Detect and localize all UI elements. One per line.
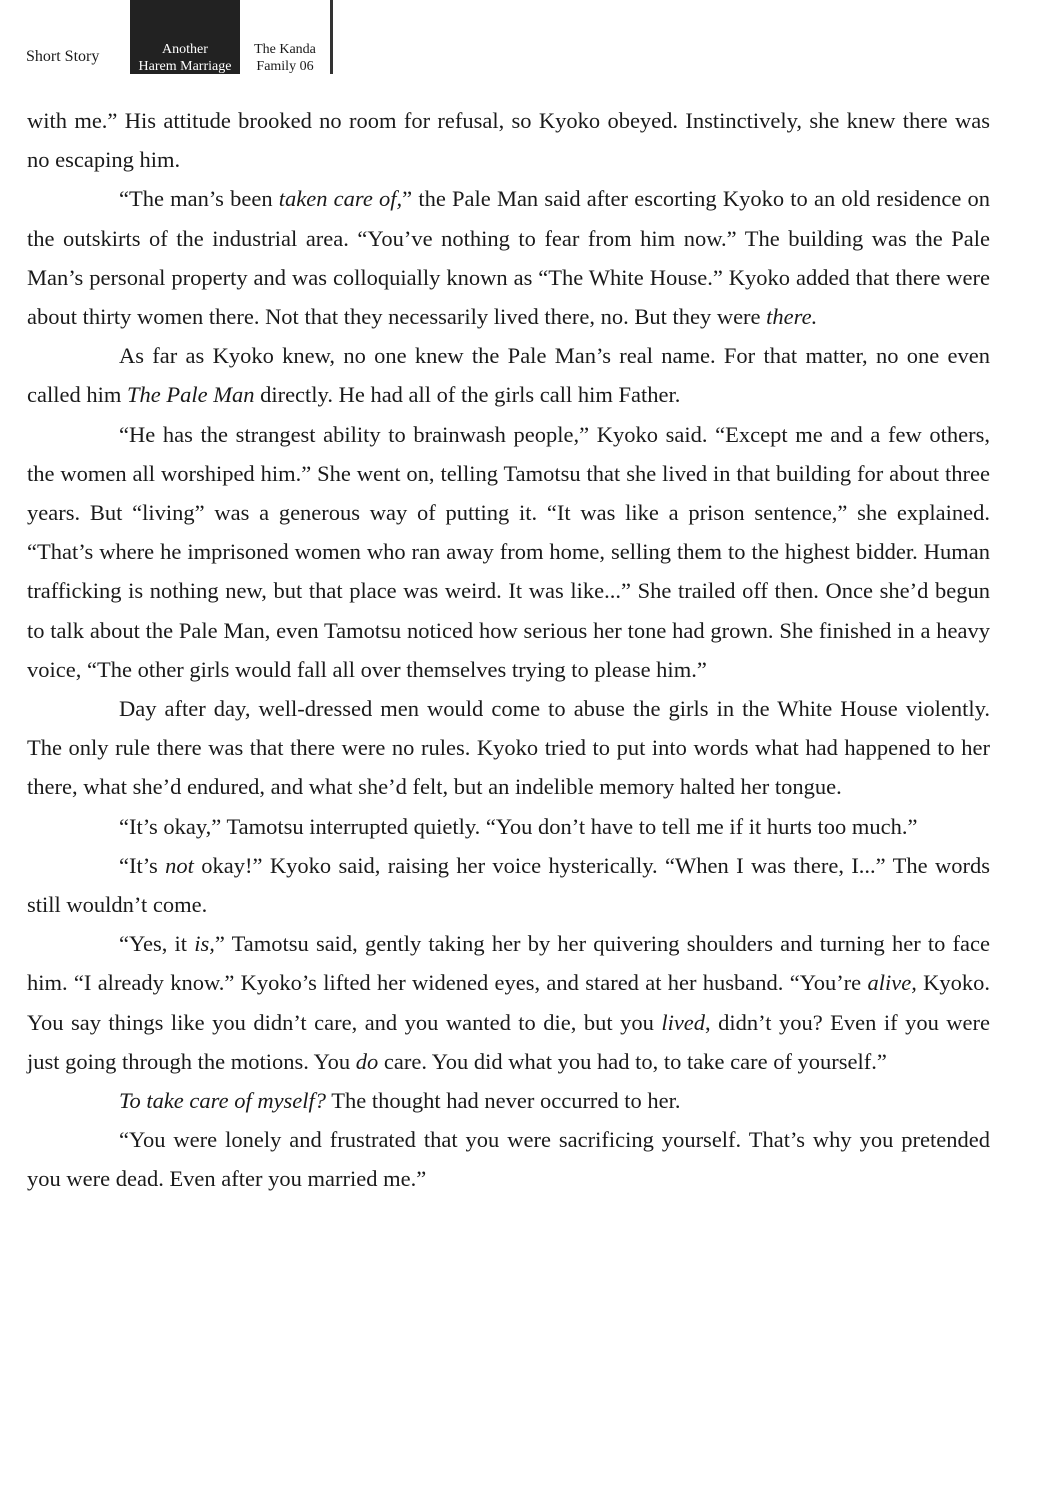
paragraph — [27, 807, 990, 846]
text-run: ” Tamotsu said, gently taking her by her quivering shoulders and turning her to face him. “I already know.” Kyoko’s lifted her widened eyes, and stared at her husband. “You’re — [27, 931, 990, 996]
italic-run: To take care of myself? — [119, 1088, 327, 1114]
chapter-title-line1: The Kanda — [254, 42, 316, 57]
running-header — [0, 0, 400, 76]
italic-run: do — [355, 1048, 379, 1074]
italic-run: The Pale Man — [126, 382, 255, 408]
text-run: “He has the strangest ability to brainwash people,” Kyoko said. “Except me and a few others, the women all worshiped him.” She went on, telling Tamotsu that she lived in that building for about three years. But “living” was a generous way of putting it. “It was like a prison sentence,” she explained. “That’s where he imprisoned women who ran away from home, selling them to the highest bidder. Human trafficking is nothing new, but that place was weird. It was like...” She trailed off then. Once she’d begun to talk about the Pale Man, even Tamotsu noticed how serious her tone had grown. She finished in a heavy voice, “The other girls would fall all over themselves trying to please him.” — [27, 421, 990, 682]
header-divider — [330, 0, 333, 74]
paragraph — [27, 924, 990, 1081]
text-run: okay!” Kyoko said, raising her voice hysterically. “When I was there, I...” The words still wouldn’t come. — [27, 852, 990, 918]
paragraph — [27, 689, 990, 807]
book-title-block — [130, 0, 240, 74]
paragraph — [27, 1120, 990, 1198]
body-text — [27, 101, 990, 1199]
text-run: “It’s okay,” Tamotsu interrupted quietly. “You don’t have to tell me if it hurts too much.” — [119, 813, 918, 839]
text-run: ” the Pale Man said after escorting Kyoko to an old residence on the outskirts of the industrial area. “You’ve nothing to fear from him now.” The building was the Pale Man’s personal property and was colloquially known as “The White House.” Kyoko added that there were about thirty women there. Not that they necessarily lived there, no. But they were — [27, 186, 991, 330]
text-run: directly. He had all of the girls call him Father. — [254, 382, 681, 408]
book-title-line2: Harem Marriage — [138, 59, 232, 74]
text-run: with me.” His attitude brooked no room for refusal, so Kyoko obeyed. Instinctively, she knew there was no escaping him. — [27, 108, 990, 173]
italic-run: lived — [661, 1009, 706, 1035]
italic-run: not — [165, 852, 194, 878]
chapter-title — [246, 41, 324, 75]
section-label: Short Story — [26, 48, 100, 65]
text-run: care. You did what you had to, to take care of yourself.” — [378, 1048, 887, 1074]
paragraph — [27, 101, 990, 179]
italic-run: there. — [766, 304, 818, 330]
paragraph — [27, 1081, 990, 1120]
chapter-title-line2: Family 06 — [256, 59, 314, 74]
text-run: , didn’t you? Even if you were just going through the motions. You — [27, 1009, 991, 1074]
text-run: “It’s — [119, 852, 166, 878]
book-title-line1: Another — [162, 42, 208, 57]
paragraph — [27, 846, 990, 924]
text-run: “The man’s been — [119, 186, 279, 212]
text-run: Day after day, well-dressed men would come to abuse the girls in the White House violently. The only rule there was that there were no rules. Kyoko tried to put into words what had happened to her there, what she’d endured, and what she’d felt, but an indelible memory halted her tongue. — [27, 696, 990, 800]
paragraph — [27, 415, 990, 689]
text-run: The thought had never occurred to her. — [326, 1088, 681, 1114]
text-run: “You were lonely and frustrated that you were sacrificing yourself. That’s why you pretended you were dead. Even after you married me.” — [27, 1127, 990, 1192]
italic-run: alive, — [867, 970, 917, 996]
italic-run: taken care of, — [278, 186, 403, 212]
text-run: As far as Kyoko knew, no one knew the Pale Man’s real name. For that matter, no one even called him — [27, 343, 990, 408]
paragraph — [27, 179, 990, 336]
italic-run: is, — [194, 931, 215, 957]
text-run: “Yes, it — [119, 931, 195, 957]
text-run: Kyoko. You say things like you didn’t care, and you wanted to die, but you — [27, 970, 990, 1035]
paragraph — [27, 336, 990, 414]
